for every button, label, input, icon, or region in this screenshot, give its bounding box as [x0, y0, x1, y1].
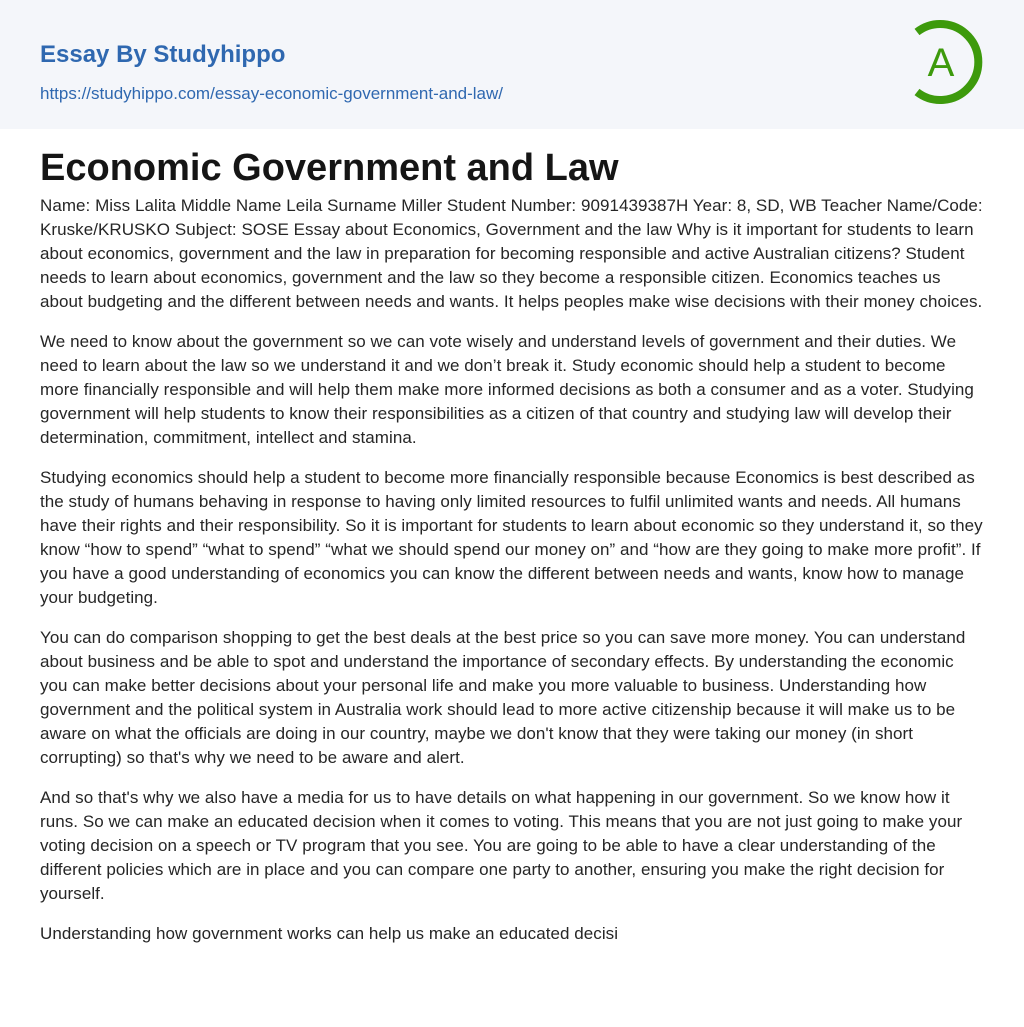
essay-url-link[interactable]: https://studyhippo.com/essay-economic-government-and-law/	[40, 84, 503, 103]
studyhippo-logo-icon	[905, 18, 989, 106]
paragraph: And so that's why we also have a media for us to have details on what happening in our government. So we know how it runs. So we can make an educated decision when it comes to voting. This means that you are not just going to make your voting decision on a speech or TV program that you see. You are going to be able to have a clear understanding of the different policies which are in place and you can compare one party to another, ensuring you make the right decision for yourself.	[40, 788, 963, 903]
brand-title: Essay By Studyhippo	[40, 41, 286, 68]
paragraph: You can do comparison shopping to get the best deals at the best price so you can save more money. You can understand about business and be able to spot and understand the importance of secondary effects. By understanding the economic you can make better decisions about your personal life and make you more valuable to business. Understanding how government and the political system in Australia work should lead to more active citizenship because it will make us to be aware on what the officials are doing in our country, maybe we don't know that they were taking our money (in short corrupting) so that's why we need to be aware and alert.	[40, 628, 966, 767]
page-title: Economic Government and Law	[40, 147, 619, 189]
paragraph: Understanding how government works can help us make an educated decisi	[40, 924, 619, 943]
paragraph: We need to know about the government so we can vote wisely and understand levels of government and their duties. We need to learn about the law so we understand it and we don’t break it. Study economic should help a student to become more financially responsible and will help them make more informed decisions as both a consumer and as a voter. Studying government will help students to know their responsibilities as a citizen of that country and studying law will develop their determination, commitment, intellect and stamina.	[40, 332, 974, 447]
essay-body	[40, 194, 984, 962]
logo-letter: A	[927, 41, 955, 85]
paragraph: Studying economics should help a student to become more financially responsible because Economics is best described as the study of humans behaving in response to having only limited resources to fulfil unlimited wants and needs. All humans have their rights and their responsibility. So it is important for students to learn about economic so they understand it, so they know “how to spend” “what to spend” “what we should spend our money on” and “how are they going to make more profit”. If you have a good understanding of economics you can know the different between needs and wants, know how to manage your budgeting.	[40, 468, 983, 607]
paragraph: Name: Miss Lalita Middle Name Leila Surname Miller Student Number: 9091439387H Year: 8, SD, WB Teacher Name/Code: Kruske/KRUSKO Subject: SOSE Essay about Economics, Government and the law Why is it important for students to learn about economics, government and the law in preparation for becoming responsible and active Australian citizens? Student needs to learn about economics, government and the law so they become a responsible citizen. Economics teaches us about budgeting and the different between needs and wants. It helps peoples make wise decisions with their money choices.	[40, 196, 983, 311]
